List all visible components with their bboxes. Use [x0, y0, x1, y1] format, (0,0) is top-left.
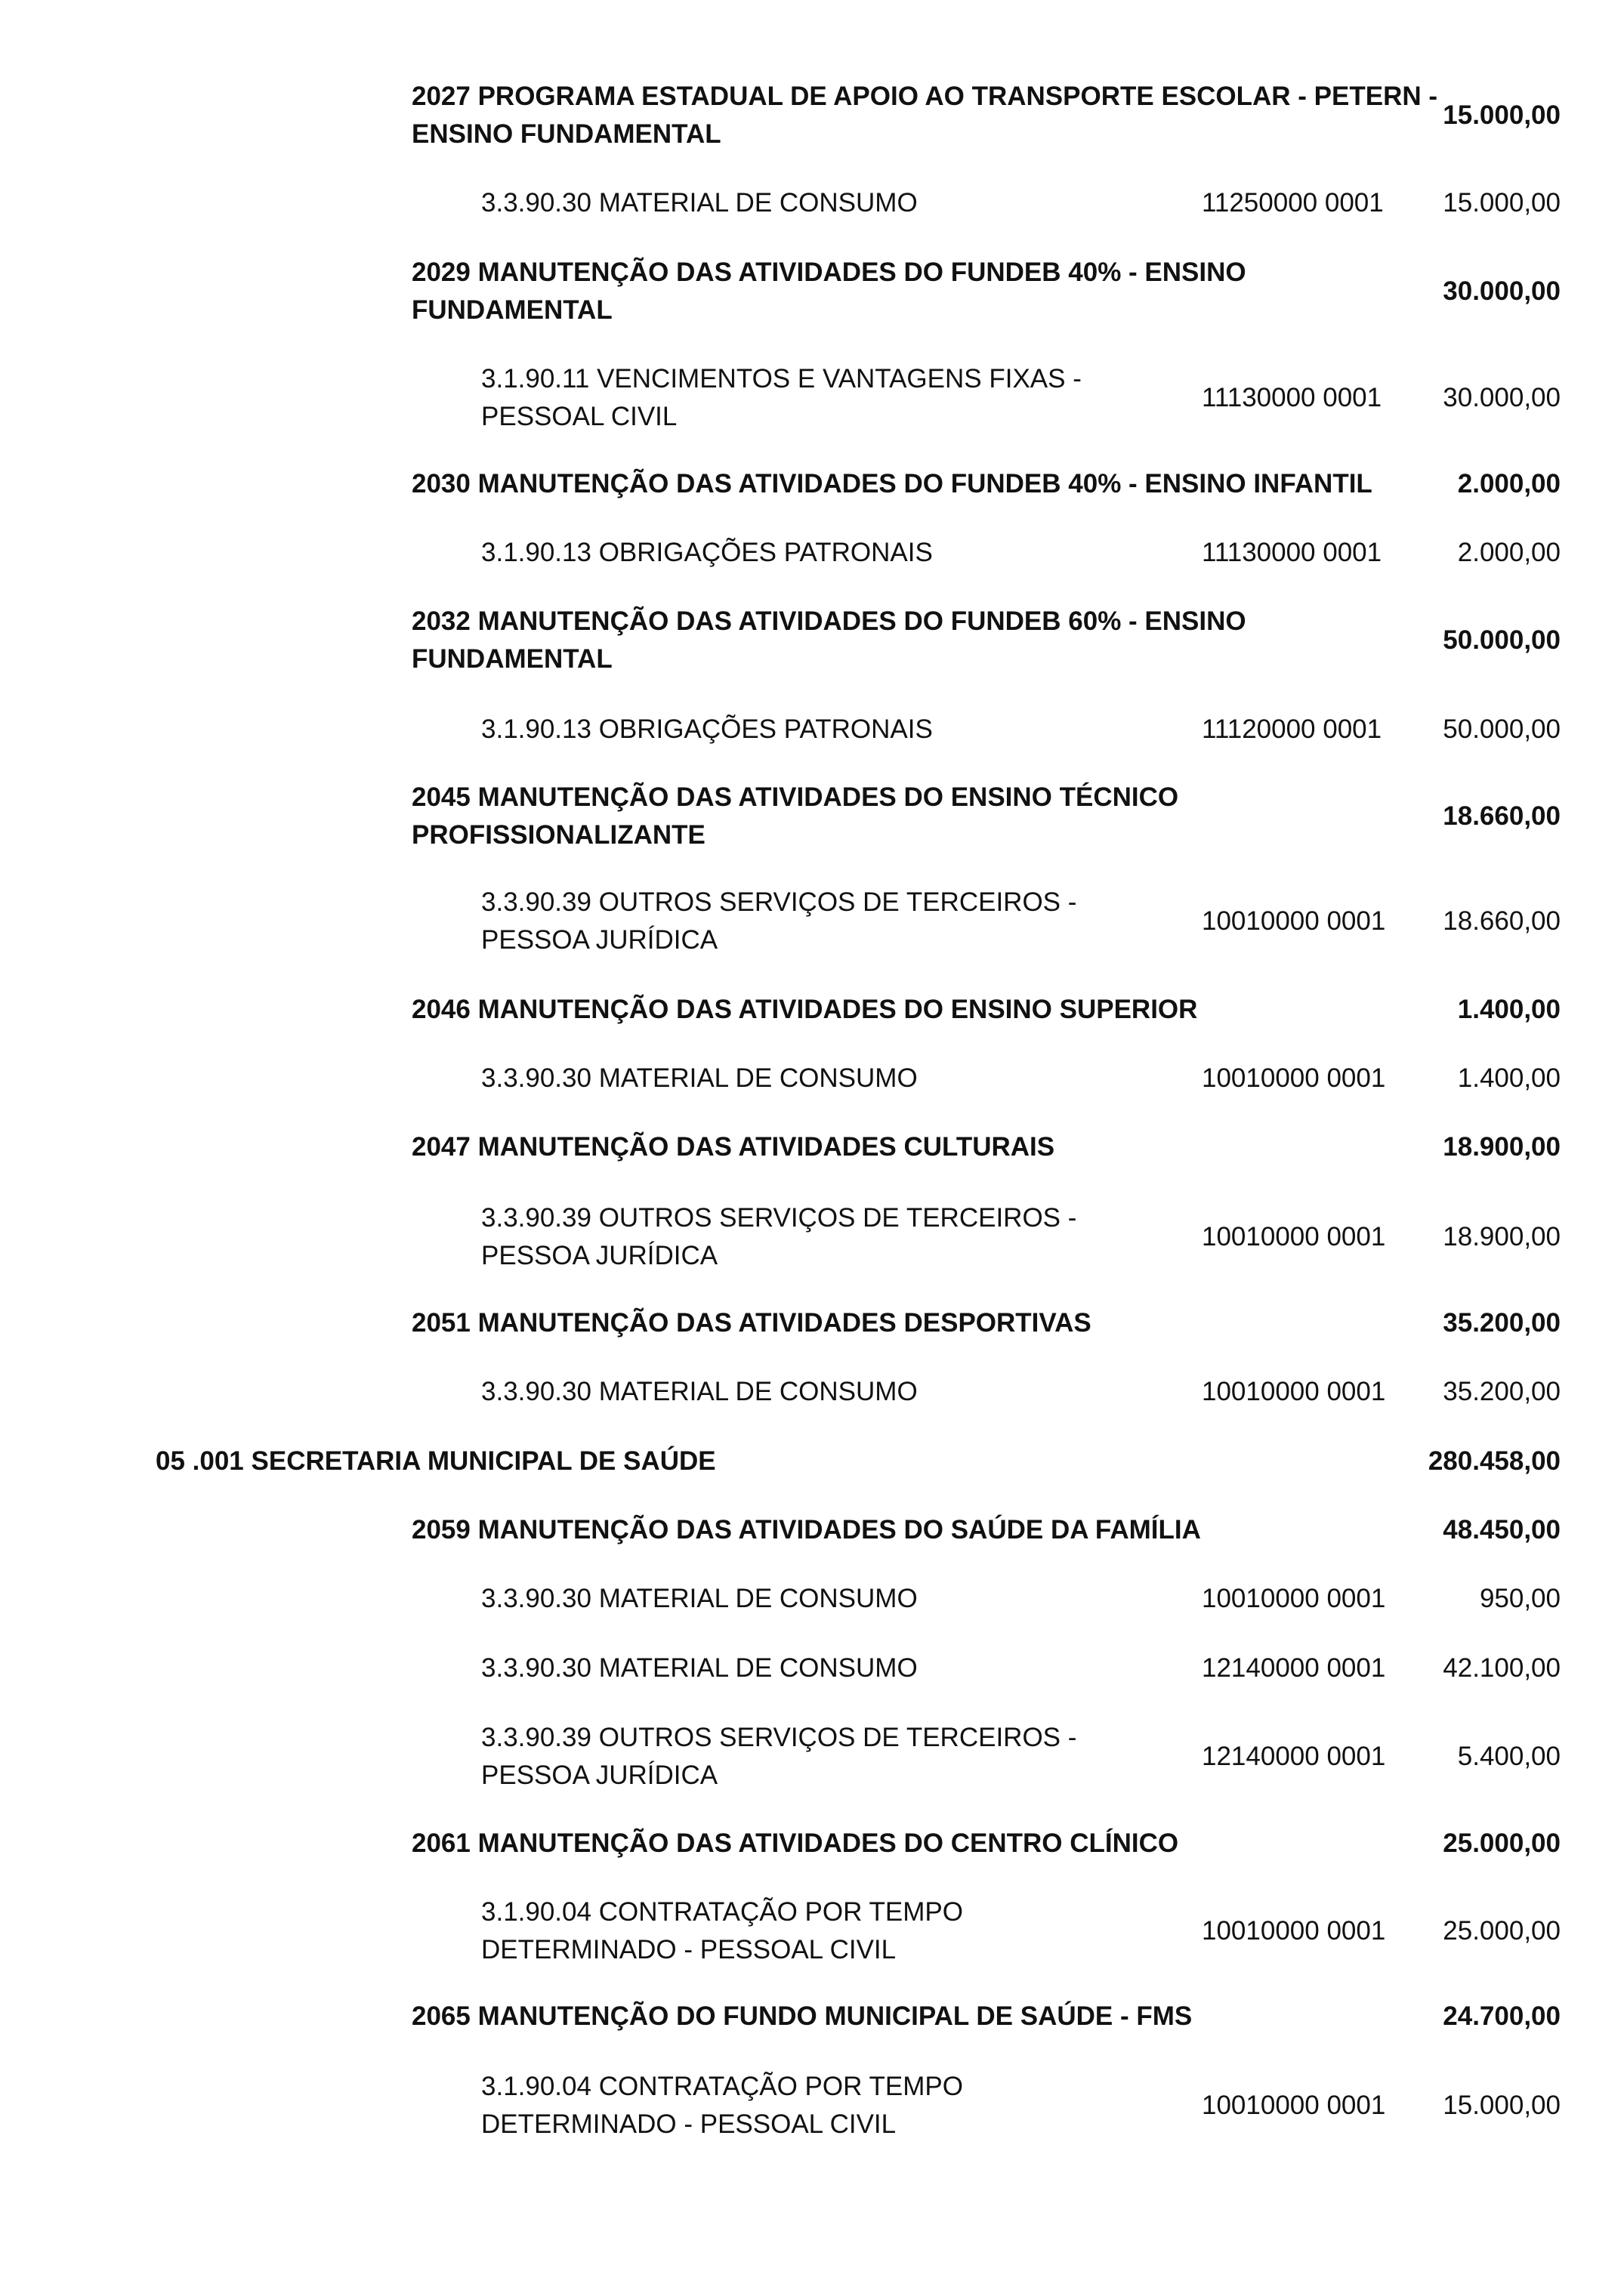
row-source-code: 11130000 0001: [1202, 538, 1382, 567]
action-header-row: [0, 78, 1624, 153]
row-description: 2051 MANUTENÇÃO DAS ATIVIDADES DESPORTIVAS: [412, 1308, 1091, 1338]
row-description: 2059 MANUTENÇÃO DAS ATIVIDADES DO SAÚDE DA FAMÍLIA: [412, 1515, 1201, 1545]
action-header-row: [0, 1511, 1624, 1549]
row-source-code: 11130000 0001: [1202, 383, 1382, 412]
row-description: 2047 MANUTENÇÃO DAS ATIVIDADES CULTURAIS: [412, 1132, 1055, 1162]
organ-header-row: [0, 1443, 1624, 1480]
row-source-code: 10010000 0001: [1202, 2091, 1386, 2120]
row-amount: 18.900,00: [1443, 1132, 1561, 1162]
row-amount: 280.458,00: [1428, 1446, 1561, 1476]
row-amount: 5.400,00: [1457, 1742, 1561, 1771]
row-amount: 15.000,00: [1443, 2091, 1561, 2120]
expense-item-row: [0, 1199, 1624, 1275]
row-description: 3.3.90.30 MATERIAL DE CONSUMO: [481, 1063, 918, 1093]
action-header-row: [0, 1998, 1624, 2035]
action-header-row: [0, 1825, 1624, 1862]
row-amount: 15.000,00: [1443, 100, 1561, 130]
row-amount: 950,00: [1479, 1584, 1561, 1613]
row-description: 3.1.90.04 CONTRATAÇÃO POR TEMPO DETERMINADO - PESSOAL CIVIL: [481, 2072, 963, 2139]
row-description: 05 .001 SECRETARIA MUNICIPAL DE SAÚDE: [156, 1446, 716, 1476]
expense-item-row: [0, 1893, 1624, 1969]
row-source-code: 11120000 0001: [1202, 714, 1382, 744]
row-amount: 2.000,00: [1457, 469, 1561, 498]
row-description: 3.3.90.39 OUTROS SERVIÇOS DE TERCEIROS - PESSOA JURÍDICA: [481, 1203, 1077, 1270]
row-amount: 30.000,00: [1443, 383, 1561, 412]
action-header-row: [0, 1304, 1624, 1342]
row-amount: 50.000,00: [1443, 714, 1561, 744]
action-header-row: [0, 465, 1624, 503]
row-source-code: 10010000 0001: [1202, 1222, 1386, 1251]
row-source-code: 12140000 0001: [1202, 1742, 1386, 1771]
row-description: 2046 MANUTENÇÃO DAS ATIVIDADES DO ENSINO SUPERIOR: [412, 995, 1198, 1024]
row-amount: 25.000,00: [1443, 1828, 1561, 1858]
expense-item-row: [0, 711, 1624, 748]
row-amount: 18.900,00: [1443, 1222, 1561, 1251]
row-description: 3.3.90.39 OUTROS SERVIÇOS DE TERCEIROS - PESSOA JURÍDICA: [481, 887, 1077, 955]
row-description: 3.1.90.11 VENCIMENTOS E VANTAGENS FIXAS - PESSOAL CIVIL: [481, 364, 1082, 431]
row-description: 3.3.90.30 MATERIAL DE CONSUMO: [481, 188, 918, 218]
expense-item-row: [0, 1580, 1624, 1618]
row-amount: 2.000,00: [1457, 538, 1561, 567]
row-amount: 35.200,00: [1443, 1377, 1561, 1406]
row-source-code: 11250000 0001: [1202, 188, 1384, 218]
expense-item-row: [0, 884, 1624, 959]
row-source-code: 12140000 0001: [1202, 1653, 1386, 1683]
row-amount: 35.200,00: [1443, 1308, 1561, 1338]
expense-item-row: [0, 1373, 1624, 1411]
row-amount: 48.450,00: [1443, 1515, 1561, 1545]
expense-item-row: [0, 1649, 1624, 1687]
row-amount: 24.700,00: [1443, 2001, 1561, 2031]
row-description: 3.1.90.13 OBRIGAÇÕES PATRONAIS: [481, 714, 933, 744]
expense-item-row: [0, 1060, 1624, 1097]
action-header-row: [0, 254, 1624, 329]
expense-item-row: [0, 360, 1624, 436]
row-amount: 1.400,00: [1457, 995, 1561, 1024]
row-description: 2027 PROGRAMA ESTADUAL DE APOIO AO TRANSPORTE ESCOLAR - PETERN - ENSINO FUNDAMENTAL: [412, 82, 1438, 149]
row-description: 3.1.90.04 CONTRATAÇÃO POR TEMPO DETERMINADO - PESSOAL CIVIL: [481, 1897, 963, 1964]
row-description: 3.3.90.30 MATERIAL DE CONSUMO: [481, 1653, 918, 1683]
row-amount: 1.400,00: [1457, 1063, 1561, 1093]
action-header-row: [0, 779, 1624, 854]
row-amount: 15.000,00: [1443, 188, 1561, 218]
row-description: 3.1.90.13 OBRIGAÇÕES PATRONAIS: [481, 538, 933, 567]
row-source-code: 10010000 0001: [1202, 1063, 1386, 1093]
row-description: 3.3.90.30 MATERIAL DE CONSUMO: [481, 1584, 918, 1613]
row-description: 2030 MANUTENÇÃO DAS ATIVIDADES DO FUNDEB 40% - ENSINO INFANTIL: [412, 469, 1372, 498]
row-amount: 50.000,00: [1443, 625, 1561, 655]
action-header-row: [0, 603, 1624, 678]
row-amount: 18.660,00: [1443, 801, 1561, 831]
row-description: 2029 MANUTENÇÃO DAS ATIVIDADES DO FUNDEB 40% - ENSINO FUNDAMENTAL: [412, 258, 1246, 325]
row-source-code: 10010000 0001: [1202, 1916, 1386, 1946]
row-description: 2065 MANUTENÇÃO DO FUNDO MUNICIPAL DE SAÚDE - FMS: [412, 2001, 1193, 2031]
expense-item-row: [0, 2068, 1624, 2143]
row-description: 3.3.90.39 OUTROS SERVIÇOS DE TERCEIROS - PESSOA JURÍDICA: [481, 1723, 1077, 1790]
row-description: 3.3.90.30 MATERIAL DE CONSUMO: [481, 1377, 918, 1406]
row-source-code: 10010000 0001: [1202, 1377, 1386, 1406]
action-header-row: [0, 1128, 1624, 1166]
row-amount: 30.000,00: [1443, 276, 1561, 306]
row-description: 2032 MANUTENÇÃO DAS ATIVIDADES DO FUNDEB 60% - ENSINO FUNDAMENTAL: [412, 606, 1246, 674]
expense-item-row: [0, 184, 1624, 222]
row-amount: 42.100,00: [1443, 1653, 1561, 1683]
expense-item-row: [0, 534, 1624, 572]
row-source-code: 10010000 0001: [1202, 906, 1386, 936]
row-amount: 18.660,00: [1443, 906, 1561, 936]
expense-item-row: [0, 1719, 1624, 1795]
action-header-row: [0, 991, 1624, 1029]
row-source-code: 10010000 0001: [1202, 1584, 1386, 1613]
row-description: 2061 MANUTENÇÃO DAS ATIVIDADES DO CENTRO CLÍNICO: [412, 1828, 1179, 1858]
row-amount: 25.000,00: [1443, 1916, 1561, 1946]
row-description: 2045 MANUTENÇÃO DAS ATIVIDADES DO ENSINO TÉCNICO PROFISSIONALIZANTE: [412, 782, 1179, 850]
